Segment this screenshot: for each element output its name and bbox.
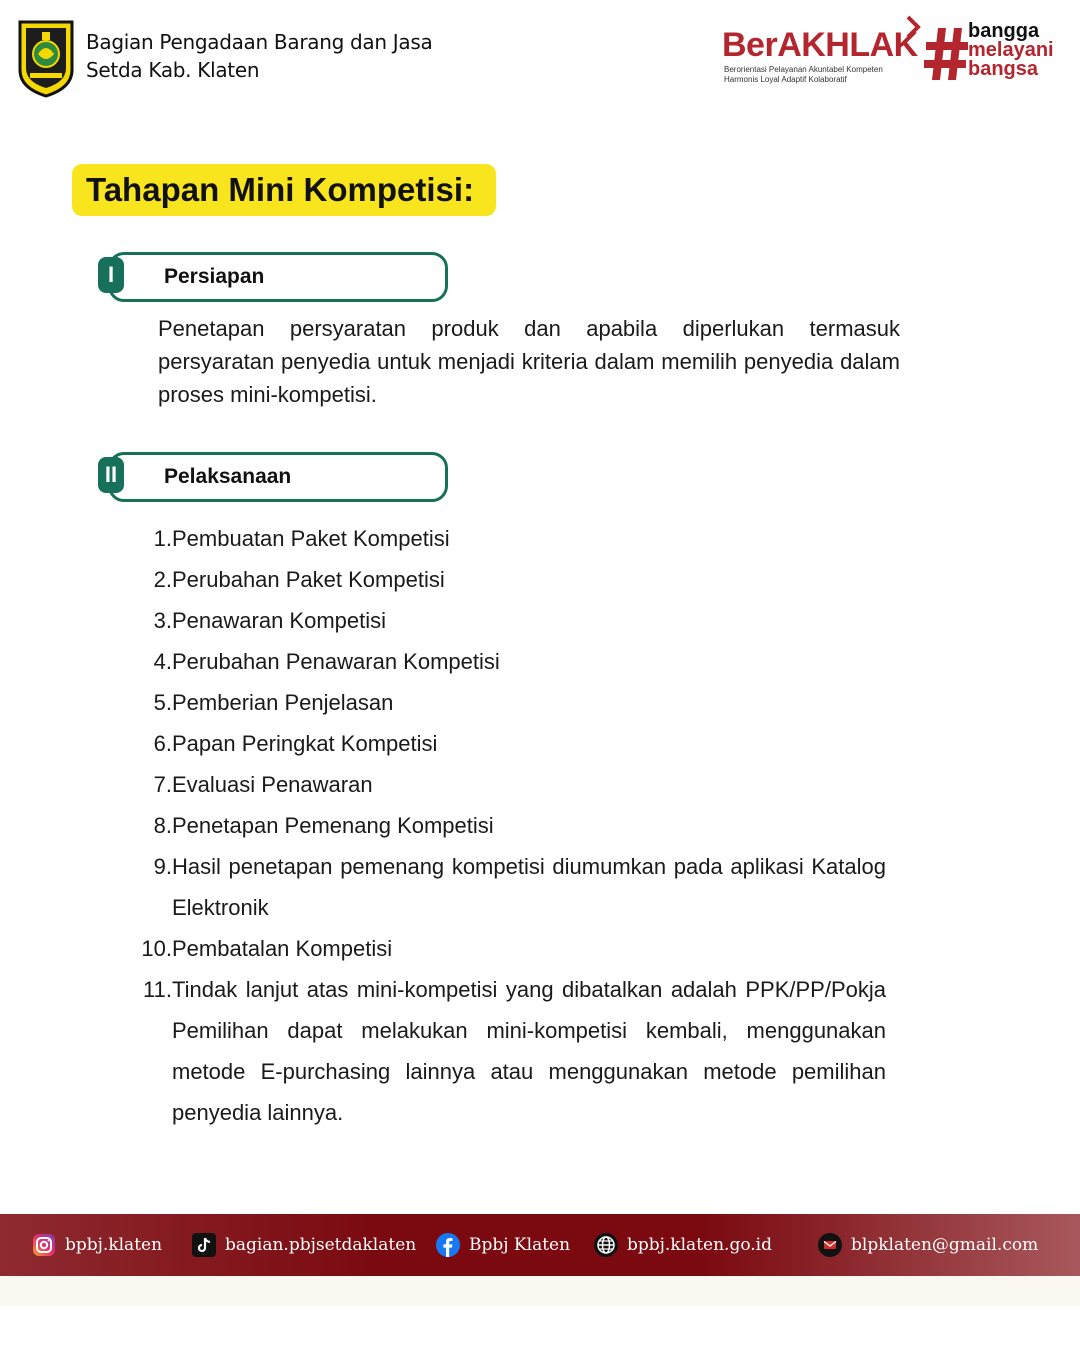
list-item (126, 641, 886, 682)
tiktok-link[interactable] (192, 1214, 416, 1276)
facebook-name: Bpbj Klaten (469, 1235, 571, 1255)
berakhlak-wordmark: BerAKHLAK (722, 26, 918, 64)
list-item (126, 600, 886, 641)
step-text: Pembatalan Kompetisi (172, 936, 393, 961)
chevron-icon (900, 14, 926, 40)
instagram-icon (32, 1233, 56, 1257)
facebook-icon (436, 1233, 460, 1257)
list-item (126, 723, 886, 764)
list-item (126, 682, 886, 723)
list-item (126, 559, 886, 600)
list-item (126, 928, 886, 969)
list-item (126, 518, 886, 559)
melayani-word: melayani (968, 39, 1054, 61)
website-link[interactable] (594, 1214, 772, 1276)
list-item (126, 969, 886, 1133)
instagram-handle: bpbj.klaten (65, 1235, 163, 1255)
org-line-2: Setda Kab. Klaten (86, 58, 260, 82)
tiktok-handle: bagian.pbjsetdaklaten (225, 1235, 417, 1255)
step-number: 11. (143, 977, 172, 1002)
step-number: 4. (153, 649, 172, 674)
step-text: Evaluasi Penawaran (172, 772, 373, 797)
step-text: Tindak lanjut atas mini-kompetisi yang dibatalkan adalah PPK/PP/Pokja Pemilihan dapat melakukan mini-kompetisi kembali, menggunakan metode E-purchasing lainnya atau menggunakan metode pemilihan penyedia lainnya. (172, 977, 886, 1125)
step-text: Penetapan Pemenang Kompetisi (172, 813, 494, 838)
section-1-body: Penetapan persyaratan produk dan apabila diperlukan termasuk persyaratan penyedia untuk menjadi kriteria dalam memilih penyedia dalam proses mini-kompetisi. (158, 316, 900, 407)
email-link[interactable] (818, 1214, 1038, 1276)
step-text: Penawaran Kompetisi (172, 608, 387, 633)
section-2-number: II (98, 457, 124, 493)
step-text: Perubahan Paket Kompetisi (172, 567, 445, 592)
step-number: 7. (153, 772, 172, 797)
steps-list (126, 518, 886, 1133)
list-item (126, 846, 886, 928)
step-text: Perubahan Penawaran Kompetisi (172, 649, 500, 674)
step-number: 8. (153, 813, 172, 838)
berakhlak-tagline-1: Berorientasi Pelayanan Akuntabel Kompeten (724, 65, 883, 74)
section-1-heading: Persiapan (164, 265, 265, 288)
website-url: bpbj.klaten.go.id (627, 1235, 772, 1255)
tiktok-icon (192, 1233, 216, 1257)
step-number: 9. (153, 854, 172, 879)
berakhlak-tagline-2: Harmonis Loyal Adaptif Kolaboratif (724, 75, 847, 84)
section-2-heading: Pelaksanaan (164, 465, 292, 488)
step-number: 3. (153, 608, 172, 633)
bangga-melayani-bangsa-logo (924, 18, 1068, 88)
step-number: 2. (153, 567, 172, 592)
facebook-link[interactable] (436, 1214, 570, 1276)
step-number: 5. (153, 690, 172, 715)
list-item (126, 764, 886, 805)
step-text: Pembuatan Paket Kompetisi (172, 526, 450, 551)
org-line-1: Bagian Pengadaan Barang dan Jasa (86, 30, 433, 54)
berakhlak-logo (722, 14, 918, 86)
list-item (126, 805, 886, 846)
bottom-strip (0, 1276, 1080, 1306)
bangga-word: bangga (968, 20, 1040, 42)
section-1-number: I (98, 257, 124, 293)
page-title: Tahapan Mini Kompetisi: (72, 164, 496, 216)
section-2-header (108, 452, 448, 502)
section-1-header (108, 252, 448, 302)
hashtag-icon (924, 24, 972, 84)
step-number: 10. (141, 936, 172, 961)
klaten-crest-logo (16, 18, 76, 98)
step-text: Hasil penetapan pemenang kompetisi diumumkan pada aplikasi Katalog Elektronik (172, 854, 886, 920)
globe-icon (594, 1233, 618, 1257)
organization-name (86, 28, 432, 84)
email-address: blpklaten@gmail.com (851, 1235, 1039, 1255)
step-text: Papan Peringkat Kompetisi (172, 731, 438, 756)
step-text: Pemberian Penjelasan (172, 690, 394, 715)
bangsa-word: bangsa (968, 58, 1039, 80)
footer-contact-bar (0, 1214, 1080, 1276)
instagram-link[interactable] (32, 1214, 162, 1276)
step-number: 6. (153, 731, 172, 756)
step-number: 1. (153, 526, 172, 551)
email-icon (818, 1233, 842, 1257)
